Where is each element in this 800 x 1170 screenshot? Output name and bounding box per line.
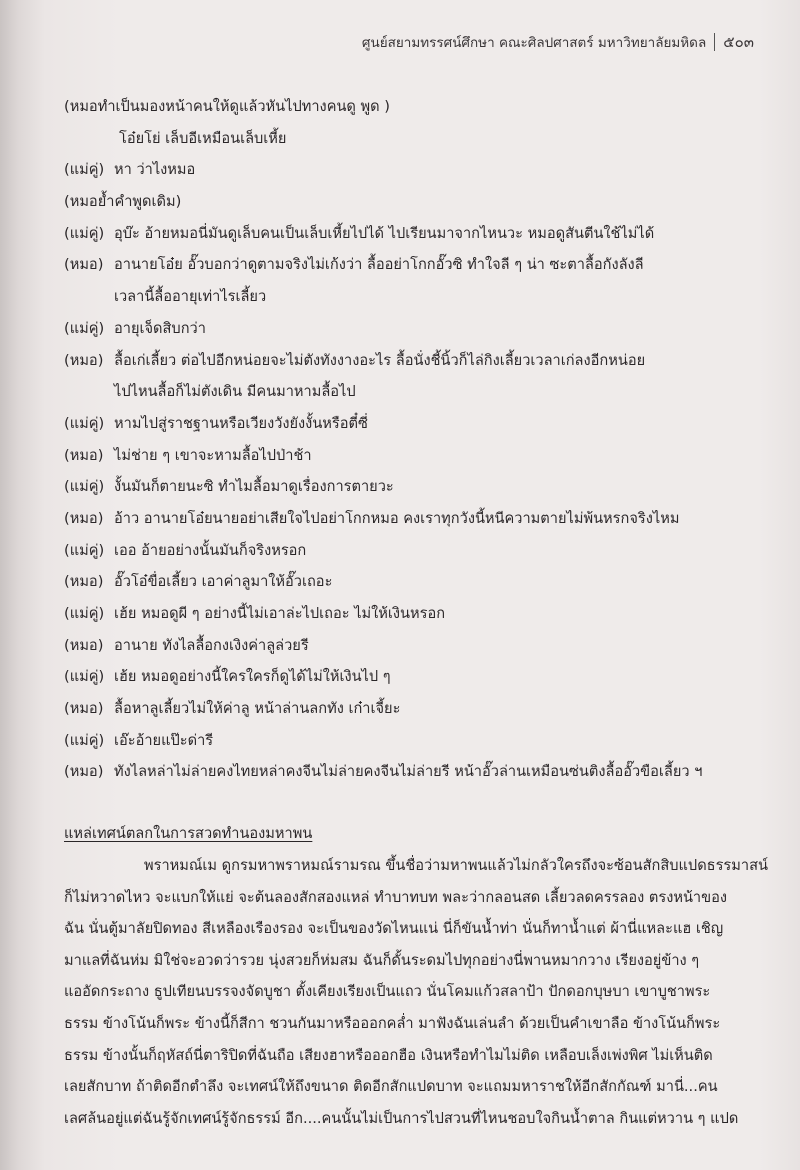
dialogue-text: โอ๋ยโย่ เล็บอีเหมือนเล็บเหี้ย: [119, 129, 287, 147]
dialogue-line: [64, 634, 764, 666]
dialogue-line: [64, 127, 764, 159]
speaker-label: (แม่คู่): [64, 731, 105, 749]
speaker-label: (หมอ): [64, 351, 104, 369]
dialogue-line: [64, 190, 764, 222]
dialogue-line: [64, 507, 764, 539]
dialogue-text: อั๊วโอ๋ขื่อเลี้ยว เอาค่าลูมาให้อั๊วเถอะ: [114, 573, 333, 591]
dialogue-text: (หมอย้ำคำพูดเดิม): [64, 193, 182, 211]
dialogue-line: [64, 349, 764, 381]
dialogue-text: อานายโอ๋ย อั๊วบอกว่าดูตามจริงไม่เก้งว่า ลื้ออย่าโกกอั๊วซิ ทำใจลี ๆ น่า ซะตาลื้อกังลังลี: [114, 256, 644, 274]
body-paragraph: [64, 850, 768, 1134]
speaker-label: (แม่คู่): [64, 668, 105, 686]
dialogue-line: [64, 729, 764, 761]
paragraph-line: มาแลที่ฉันห่ม มิใช่จะอวดว่ารวย นุ่งสวยก็ห่มสม ฉันก็ดั้นระดมไปทุกอย่างนี่พานหมากวาง เรียงอยู่ข้าง ๆ: [64, 951, 700, 969]
dialogue-text: เวลานี้ลื้ออายุเท่าไรเลี้ยว: [114, 288, 267, 306]
dialogue-text: เอ๊ะอ้ายแป๊ะด่ารี: [114, 731, 214, 749]
speaker-label: (แม่คู่): [64, 224, 105, 242]
speaker-label: (หมอ): [64, 256, 104, 274]
dialogue-text: ลื้อหาลูเลี้ยวไม่ให้ค่าลู หน้าล่านลกทัง เก๋าเจี้ยะ: [114, 700, 401, 718]
dialogue-text: ลื้อเก่เลี้ยว ต่อไปอีกหน่อยจะไม่ตังทังงางอะไร ลื้อนั่งชี้นิ้วก็ไล่กิงเลี้ยวเวลาเก่ลงอีกหน่อย: [114, 351, 646, 369]
speaker-label: (แม่คู่): [64, 414, 105, 432]
speaker-label: (แม่คู่): [64, 319, 105, 337]
speaker-label: (หมอ): [64, 700, 104, 718]
paragraph-line: แออัดกระถาง ธูปเทียนบรรจงจัดบูชา ตั้งเคียงเรียงเป็นแถว นั่นโคมแก้วสลาป้า ปักดอกบุษบา เขาบูชาพระ: [64, 983, 711, 1001]
dialogue-line: [64, 253, 764, 285]
dialogue-text: เฮ้ย หมอดูอย่างนี้ใครใครก็ดูได้ไม่ให้เงินไป ๆ: [114, 668, 391, 686]
dialogue-line: [64, 475, 764, 507]
speaker-label: (แม่คู่): [64, 478, 105, 496]
speaker-label: (หมอ): [64, 573, 104, 591]
dialogue-text: หา ว่าไงหมอ: [114, 161, 196, 179]
dialogue-line: [64, 412, 764, 444]
running-header: [362, 30, 754, 54]
paragraph-line: เลยสักบาท ถ้าติดอีกตำลึง จะเทศน์ให้ถึงขนาด ติดอีกสักแปดบาท จะแถมมหาราชให้อีกสักกัณฑ์ มานี่...คน: [64, 1078, 718, 1096]
dialogue-text: หามไปสู่ราชฐานหรือเวียงวังยังงั้นหรือตี๋ซี่: [114, 414, 368, 432]
dialogue-line: [64, 760, 764, 792]
section-title: แหล่เทศน์ตลกในการสวดทำนองมหาพน: [64, 825, 313, 842]
dialogue-line: [64, 539, 764, 571]
header-title: ศูนย์สยามทรรศน์ศึกษา คณะศิลปศาสตร์ มหาวิทยาลัยมหิดล: [361, 35, 707, 51]
dialogue-text: เฮ้ย หมอดูผี ๆ อย่างนี้ไม่เอาล่ะไปเถอะ ไม่ให้เงินหรอก: [114, 605, 446, 622]
dialogue-text: อายุเจ็ดสิบกว่า: [114, 319, 206, 337]
speaker-label: (แม่คู่): [64, 541, 105, 559]
dialogue-line: [64, 602, 764, 634]
speaker-label: (หมอ): [64, 763, 104, 781]
dialogue-text: (หมอทำเป็นมองหน้าคนให้ดูแล้วหันไปทางคนดู พูด ): [64, 98, 390, 115]
dialogue-line: [64, 222, 764, 254]
dialogue-text: งั้นมันก็ตายนะซิ ทำไมลื้อมาดูเรื่องการตายวะ: [114, 478, 394, 496]
dialogue-line: [64, 317, 764, 349]
paragraph-line: ฉัน นั่นตู้มาลัยปิดทอง สีเหลืองเรืองรอง จะเป็นของวัดไหนแน่ นี่ก็ขันน้ำท่า นั่นก็ทาน้ำแต่ ผ้านี่แหละแฮ เชิญ: [64, 920, 724, 938]
dialogue-text: อานาย ทังไลลื้อกงเงิงค่าลูล่วยรี: [114, 636, 309, 654]
paragraph-line: ก็ไม่หวาดไหว จะแบกให้แย่ จะต้นลองสักสองแหล่ ทำบาทบท พละว่ากลอนสด เลี้ยวลดครรลอง ตรงหน้าของ: [64, 888, 727, 906]
dialogue-line: [64, 665, 764, 697]
speaker-label: (แม่คู่): [64, 161, 105, 179]
dialogue-text: อ้าว อานายโอ๋ยนายอย่าเสียใจไปอย่าโกกหมอ คงเราทุกวังนี้หนีความตายไม่พ้นหรกจริงไหม: [114, 509, 680, 527]
dialogue-text: ไปไหนลื้อก็ไม่ตังเดิน มีคนมาหามลื้อไป: [114, 383, 356, 401]
speaker-label: (หมอ): [64, 636, 104, 654]
speaker-label: (หมอ): [64, 446, 104, 464]
dialogue-text: อุบ๊ะ อ้ายหมอนี่มันดูเล็บคนเป็นเล็บเหี้ยไปได้ ไปเรียนมาจากไหนวะ หมอดูสันตีนใช้ไม่ได้: [114, 224, 655, 242]
paragraph-line: พราหมณ์เม ดูกรมหาพราหมณ์รามรณ ขึ้นชื่อว่ามหาพนแล้วไม่กลัวใครถึงจะซ้อนสักสิบแปดธรรมาสน์: [144, 857, 768, 874]
dialogue-text: ไม่ช่าย ๆ เขาจะหามลื้อไปป่าช้า: [114, 446, 312, 464]
dialogue-line: [64, 95, 764, 127]
header-divider: [714, 33, 715, 51]
dialogue-line: [64, 570, 764, 602]
dialogue-line: [64, 285, 764, 317]
paragraph-line: ธรรม ข้างโน้นก็พระ ข้างนี้ก็สีกา ชวนกันมาหรือออกคล่ำ มาฟังฉันเล่นลำ ด้วยเป็นคำเขาลือ ข้างโน้นก็พระ: [64, 1014, 721, 1032]
paragraph-line: ธรรม ข้างนั้นก็ฤหัสถ์นี่ตาริปิดที่ฉันถือ เสียงฮาหรือออกฮือ เงินหรือทำไมไม่ติด เหลือบเล็งเพ่งพิศ ไม่เห็นติด: [64, 1046, 713, 1064]
page-number: ๕๐๓: [723, 33, 754, 51]
dialogue-line: [64, 158, 764, 190]
dialogue-line: [64, 444, 764, 476]
speaker-label: (หมอ): [64, 509, 104, 527]
paragraph-line: เลศล้นอยู่แต่ฉันรู้จักเทศน์รู้จักธรรม์ อีก....คนนั้นไม่เป็นการไปสวนที่ไหนชอบใจกินน้ำตาล กินแต่หวาน ๆ แปด: [64, 1109, 739, 1127]
dialogue-text: ทังไลหล่าไม่ล่ายคงไทยหล่าคงจีนไม่ล่ายคงจีนไม่ล่ายรี หน้าอั๊วล่านเหมือนซ่นติงลื้ออั๊วขือเลี้ยว ฯ: [114, 763, 703, 781]
dialogue-block: [64, 95, 764, 792]
dialogue-line: [64, 697, 764, 729]
dialogue-text: เออ อ้ายอย่างนั้นมันก็จริงหรอก: [114, 541, 307, 559]
speaker-label: (แม่คู่): [64, 605, 105, 622]
dialogue-line: [64, 380, 764, 412]
